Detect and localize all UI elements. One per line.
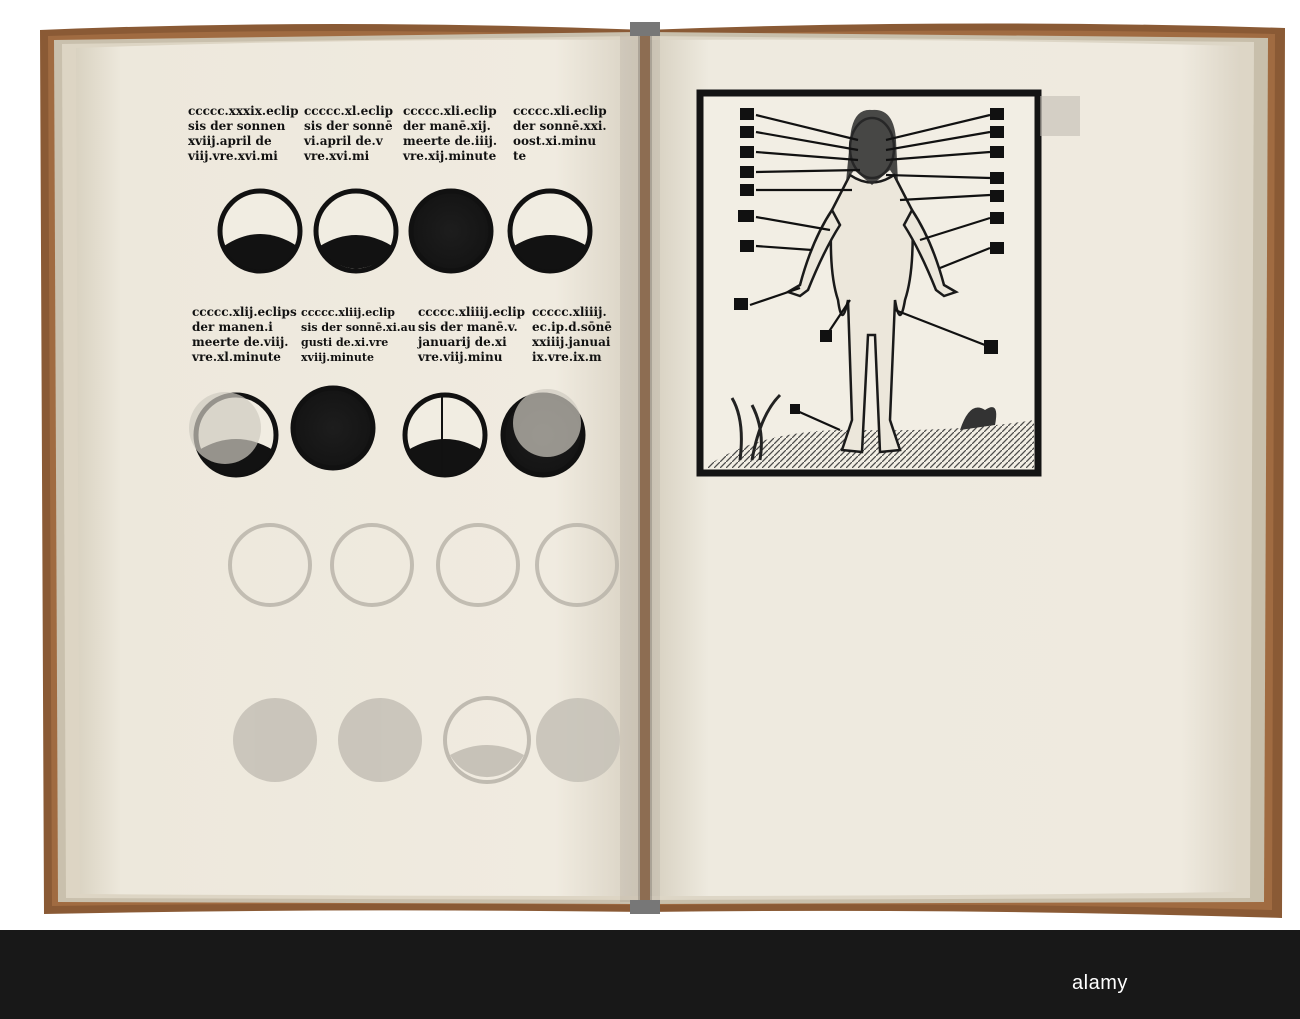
eclipse-caption-6: ccccc.xliij.eclip sis der sonnē.xi.au gusti de.xi.vre xviij.minute — [301, 306, 416, 364]
eclipse-caption-1: ccccc.xxxix.eclip sis der sonnen xviij.april de viij.vre.xvi.mi — [188, 104, 299, 163]
eclipse-caption-4: ccccc.xli.eclip der sonnē.xxi. oost.xi.minu te — [513, 104, 607, 163]
eclipse-caption-2: ccccc.xl.eclip sis der sonnē vi.april de.v vre.xvi.mi — [304, 104, 394, 163]
watermark-logo: alamy — [1072, 972, 1128, 994]
eclipse-caption-7: ccccc.xliiij.eclip sis der manē.v. januarij de.xi vre.viij.minu — [418, 305, 526, 364]
eclipse-caption-5: ccccc.xlij.eclips der manen.i meerte de.viij. vre.xl.minute — [192, 305, 297, 364]
eclipse-caption-8: ccccc.xliiij. ec.ip.d.sōnē xxiiij.januai ix.vre.ix.m — [532, 305, 612, 364]
eclipse-caption-3: ccccc.xli.eclip der manē.xij. meerte de.iiij. vre.xij.minute — [403, 104, 498, 163]
